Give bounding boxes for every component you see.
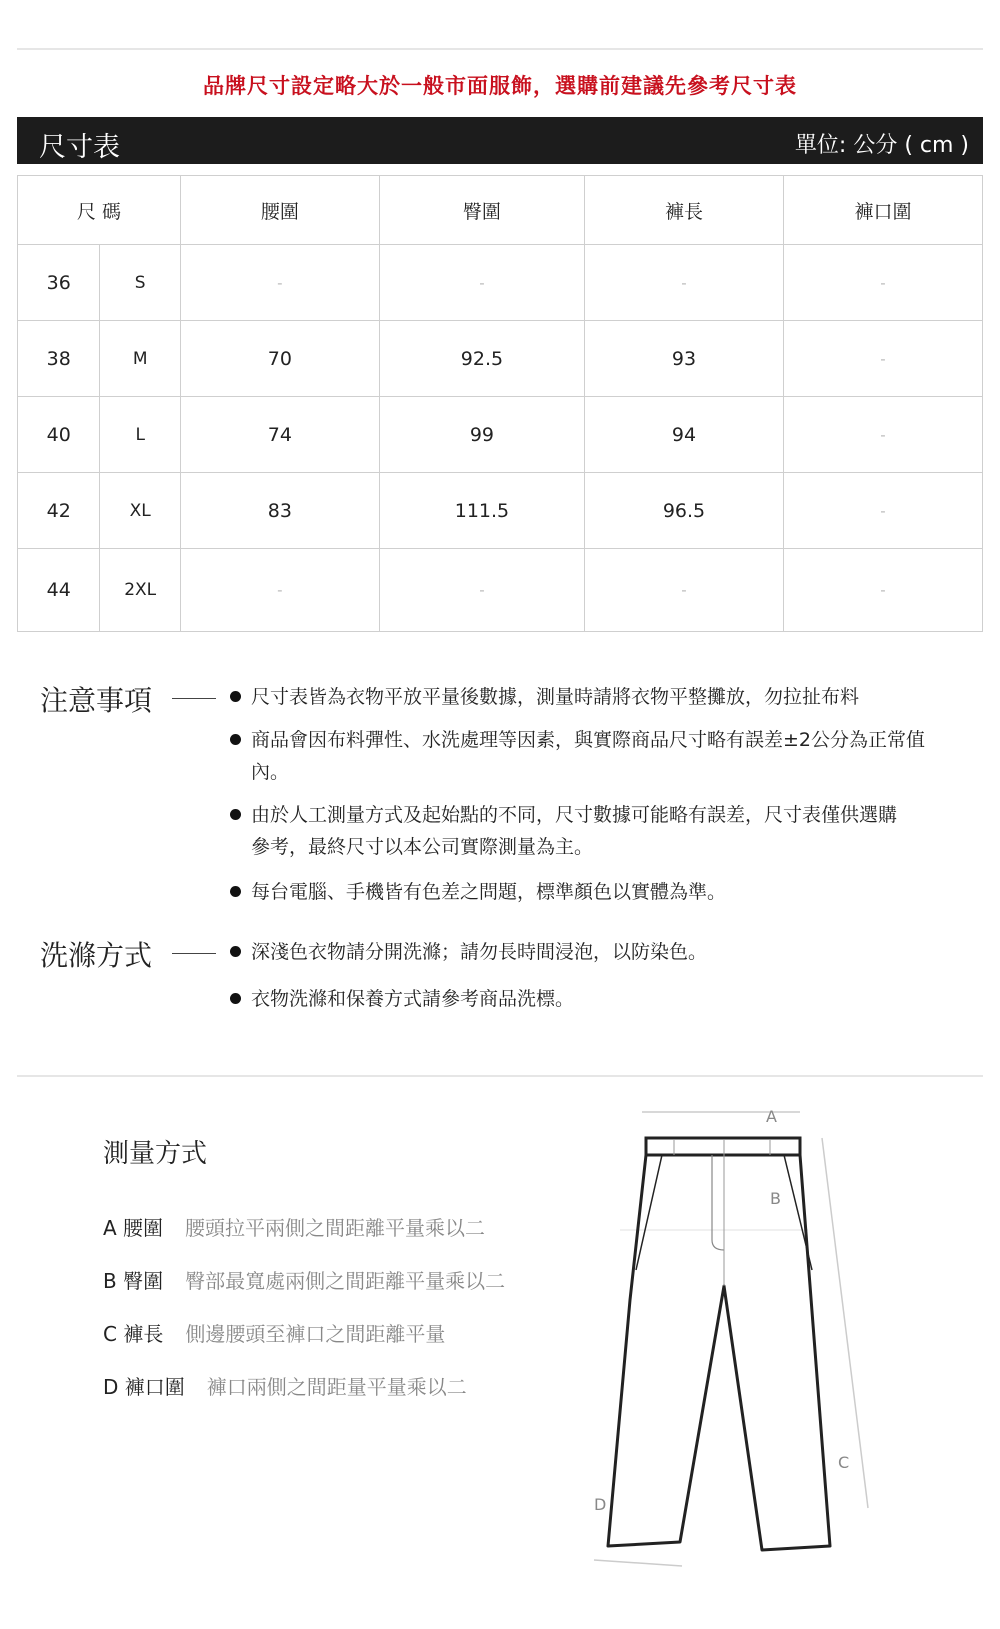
notes-item-text: 商品會因布料彈性、水洗處理等因素，與實際商品尺寸略有誤差±2公分為正常值內。 [251,729,926,783]
header-hip: 臀圍 [379,176,584,245]
table-row [18,473,983,549]
fly-line [712,1155,724,1250]
size-letter: XL [100,473,180,549]
bullet-icon [230,993,241,1004]
measure-desc: 臀部最寬處兩側之間距離平量乘以二 [185,1269,506,1293]
size-number: 40 [18,397,100,473]
waist-cell: 70 [180,321,379,397]
waist-cell: - [180,245,379,321]
notes-item [230,724,950,788]
waist-cell: 74 [180,397,379,473]
size-number: 36 [18,245,100,321]
size-letter: M [100,321,180,397]
hem-cell: - [783,245,982,321]
size-letter: 2XL [100,549,180,632]
size-letter: S [100,245,180,321]
length-cell: 94 [585,397,784,473]
notes-item-text: 每台電腦、手機皆有色差之問題，標準顏色以實體為準。 [251,881,727,903]
measure-item [103,1212,485,1241]
size-number: 42 [18,473,100,549]
length-cell: 93 [585,321,784,397]
diagram-label-d: D [594,1495,607,1514]
measure-desc: 腰頭拉平兩側之間距離平量乘以二 [185,1216,486,1240]
bullet-icon [230,946,241,957]
measure-item [103,1265,505,1294]
notes-item [230,799,900,863]
table-row [18,245,983,321]
size-chart-title: 尺寸表 [39,132,120,163]
diagram-label-a: A [766,1107,777,1126]
section-divider [17,1075,983,1077]
measure-item [103,1371,467,1400]
length-cell: 96.5 [585,473,784,549]
notes-title: 注意事項 [40,684,153,717]
hem-cell: - [783,397,982,473]
waist-cell: 83 [180,473,379,549]
header-size: 尺 碼 [18,176,181,245]
notes-item [230,681,970,713]
size-number: 38 [18,321,100,397]
bullet-icon [230,691,241,702]
hem-cell: - [783,549,982,632]
header-hem: 褲口圍 [783,176,982,245]
measure-item [103,1318,445,1347]
header-length: 褲長 [585,176,784,245]
hem-guide-line [594,1560,682,1566]
bullet-icon [230,886,241,897]
washing-item [230,983,970,1015]
header-waist: 腰圍 [180,176,379,245]
measure-title: 測量方式 [103,1139,208,1169]
diagram-label-c: C [838,1453,850,1472]
measure-key: D 褲口圍 [103,1375,185,1399]
unit-label: 單位: 公分 ( cm ) [794,133,969,158]
notes-item-text: 尺寸表皆為衣物平放平量後數據，測量時請將衣物平整攤放，勿拉扯布料 [251,686,860,708]
hip-cell: 111.5 [379,473,584,549]
pants-outline [608,1155,830,1550]
diagram-label-b: B [770,1189,781,1208]
washing-title-line [172,953,216,954]
bullet-icon [230,734,241,745]
hem-cell: - [783,473,982,549]
measure-key: A 腰圍 [103,1216,164,1240]
table-header-row [18,176,983,245]
washing-item [230,936,970,968]
table-row [18,549,983,632]
measure-key: B 臀圍 [103,1269,164,1293]
notes-item-text: 由於人工測量方式及起始點的不同，尺寸數據可能略有誤差，尺寸表僅供選購參考，最終尺寸以本公司實際測量為主。 [251,804,898,858]
length-cell: - [585,549,784,632]
waistband-shape [646,1138,800,1155]
size-notice: 品牌尺寸設定略大於一般市面服飾，選購前建議先參考尺寸表 [203,74,797,98]
table-row [18,321,983,397]
notes-item [230,876,970,908]
right-pocket-line [784,1155,812,1270]
washing-item-text: 衣物洗滌和保養方式請參考商品洗標。 [251,988,575,1010]
hip-cell: - [379,549,584,632]
measure-desc: 側邊腰頭至褲口之間距離平量 [185,1322,446,1346]
size-table [17,175,983,632]
washing-item-text: 深淺色衣物請分開洗滌；請勿長時間浸泡，以防染色。 [251,941,708,963]
hip-cell: 92.5 [379,321,584,397]
hem-cell: - [783,321,982,397]
size-number: 44 [18,549,100,632]
table-row [18,397,983,473]
hip-cell: 99 [379,397,584,473]
top-divider [17,48,983,50]
length-cell: - [585,245,784,321]
pants-diagram [590,1100,890,1580]
notes-title-line [172,698,216,699]
size-chart-titlebar [17,117,983,164]
washing-title: 洗滌方式 [40,939,153,972]
hip-cell: - [379,245,584,321]
waist-cell: - [180,549,379,632]
measure-key: C 褲長 [103,1322,164,1346]
bullet-icon [230,809,241,820]
measure-desc: 褲口兩側之間距量平量乘以二 [206,1375,467,1399]
size-letter: L [100,397,180,473]
